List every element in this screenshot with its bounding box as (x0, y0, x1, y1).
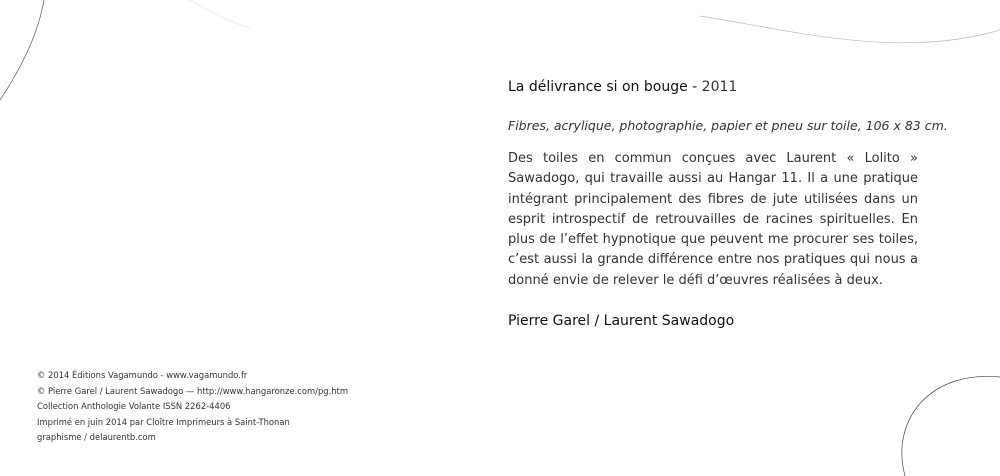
colophon-line-collection: Collection Anthologie Volante ISSN 2262-4406 (37, 401, 231, 412)
colophon-line-publisher: © 2014 Éditions Vagamundo - www.vagamundo.fr (37, 370, 248, 380)
bottom-right-curve (902, 376, 1000, 476)
top-right-curve (700, 16, 1000, 43)
artwork-description: Des toiles en commun conçues avec Laurent « Lolito » Sawadogo, qui travaille aussi au Hangar 11. Il a une pratique intégrant principalement des fibres de jute utilisées dans un esprit introspectif de retrouvailles de racines spirituelles. En plus de l’effet hypnotique que peuvent me procurer ses toiles, c’est aussi la grande différence entre nos pratiques qui nous a donné envie de relever le défi d’œuvres réalisées à deux. (508, 151, 918, 288)
colophon-line-printer: Imprimé en juin 2014 par Cloître Imprimeurs à Saint-Thonan (37, 416, 290, 427)
artwork-year: 2011 (701, 79, 738, 95)
artwork-medium: Fibres, acrylique, photographie, papier et pneu sur toile, 106 x 83 cm. (508, 118, 948, 133)
title-separator: - (687, 79, 702, 95)
top-arc-faint (190, 0, 250, 28)
artwork-title: La délivrance si on bouge (508, 79, 688, 95)
colophon (37, 368, 348, 446)
artwork-authors: Pierre Garel / Laurent Sawadogo (508, 313, 735, 329)
colophon-line-copyright: © Pierre Garel / Laurent Sawadogo — http://www.hangaronze.com/pg.htm (37, 385, 348, 396)
top-left-curve (0, 0, 44, 100)
artwork-title-line (508, 78, 737, 96)
colophon-line-design: graphisme / delaurentb.com (37, 432, 156, 443)
